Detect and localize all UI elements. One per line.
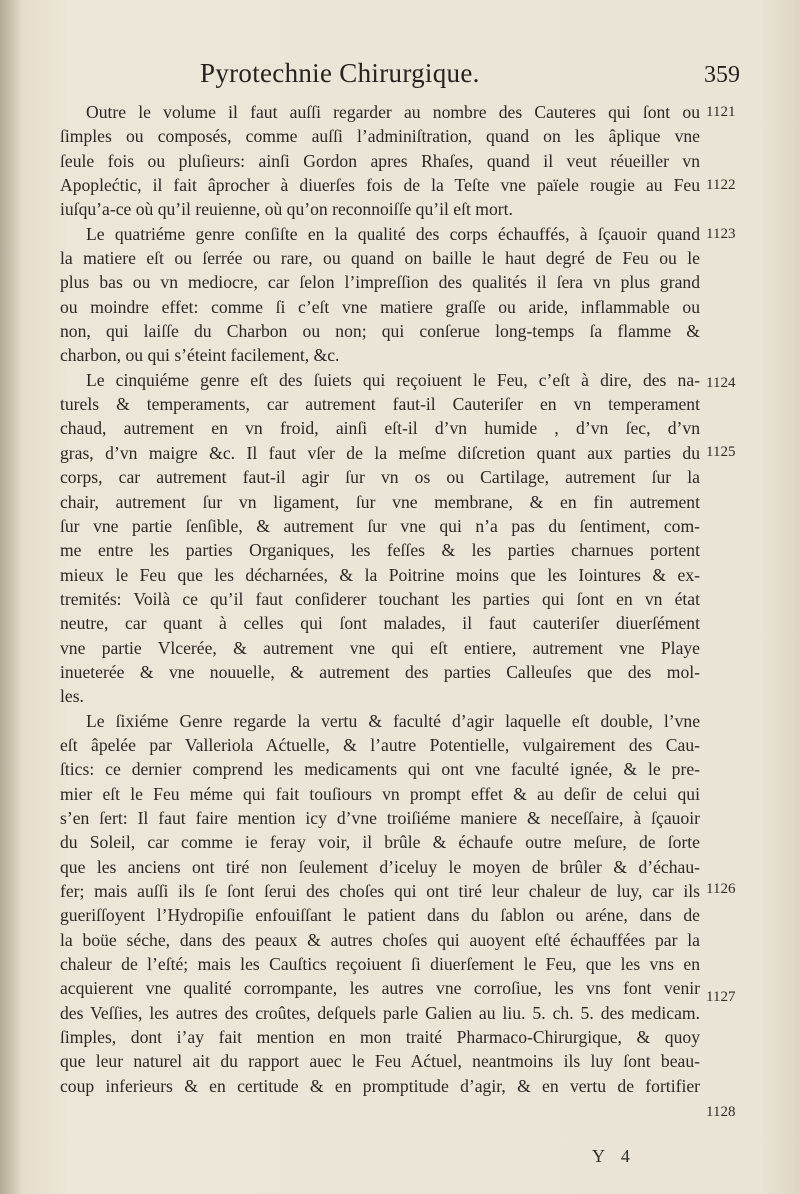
body-text: [60, 100, 700, 1098]
text-line: inueterée & vne nouuelle, & autrement des parties Calleuſes que des mol-: [60, 661, 700, 682]
text-line: ſeule fois ou pluſieurs: ainſi Gordon apres Rhaſes, quand il veut réueiller vn: [60, 150, 700, 171]
running-title: Pyrotechnie Chirurgique.: [200, 58, 480, 88]
text-line: ſimples, dont i’ay fait mention en mon traité Pharmaco-Chirurgique, & quoy: [60, 1027, 700, 1048]
text-line: gras, d’vn maigre &c. Il faut vſer de la meſme diſcretion quant aux parties du: [60, 442, 700, 463]
margin-note: 1127: [706, 989, 736, 1005]
text-line: chaud, autrement en vn froid, ainſi eſt-il d’vn humide , d’vn ſec, d’vn: [60, 418, 700, 439]
margin-note: 1122: [706, 177, 736, 193]
page-number: 359: [704, 62, 740, 88]
text-line: mier eſt le Feu méme qui fait touſiours vn prompt effet & au deſir de celui qui: [60, 783, 700, 804]
text-line: Outre le volume il faut auſſi regarder au nombre des Cauteres qui ſont ou: [86, 102, 700, 122]
text-line: tremités: Voilà ce qu’il faut conſiderer touchant les parties qui ſont en vn état: [60, 588, 700, 609]
text-line: Le ſixiéme Genre regarde la vertu & faculté d’agir laquelle eſt double, l’vne: [86, 710, 700, 731]
text-line: ſimples ou composés, comme auſſi l’adminiſtration, quand on les âplique vne: [60, 126, 700, 147]
signature-mark: Y 4: [592, 1146, 636, 1166]
text-line: les.: [60, 686, 84, 707]
text-line: ſtics: ce dernier comprend les medicaments qui ont vne faculté ignée, & le pre-: [60, 759, 700, 780]
text-line: mieux le Feu que les décharnées, & la Poitrine moins que les Iointures & ex-: [60, 564, 700, 585]
text-line: que leur naturel ait du rapport auec le Feu Aćtuel, neantmoins ils luy ſont beau-: [60, 1051, 700, 1072]
text-line: ou moindre effet: comme ſi c’eſt vne matiere graſſe ou aride, inflammable ou: [60, 296, 700, 317]
page-header: [60, 58, 740, 98]
text-line: neutre, car quant à celles qui ſont malades, il faut cauteriſer diuerſément: [60, 613, 700, 634]
margin-note: 1126: [706, 881, 736, 897]
text-line: iuſqu’a-ce où qu’il reuienne, où qu’on reconnoiſſe qu’il eſt mort.: [60, 199, 513, 220]
text-line: Le cinquiéme genre eſt des ſuiets qui reçoiuent le Feu, c’eſt à dire, des na-: [86, 369, 700, 390]
text-line: la boüe séche, dans des peaux & autres choſes qui auoyent eſté échauffées par la: [60, 929, 700, 950]
margin-note: 1121: [706, 104, 736, 120]
text-line: Apoplećtic, il fait âprocher à diuerſes fois de la Teſte vne païele rougie au Feu: [60, 175, 700, 196]
text-line: fer; mais auſſi ils ſe ſont ſerui des choſes qui ont tiré leur chaleur de luy, car ils: [60, 881, 700, 901]
text-line: ſur vne partie ſenſible, & autrement ſur vne qui n’a pas du ſentiment, com-: [60, 515, 700, 536]
text-line: Le quatriéme genre conſiſte en la qualité des corps échauffés, à ſçauoir quand: [86, 223, 700, 244]
text-line: turels & temperaments, car autrement faut-il Cauteriſer en vn temperament: [60, 394, 700, 415]
margin-note: 1124: [706, 375, 736, 391]
text-line: gueriſſoyent l’Hydropiſie enfouiſſant le patient dans du ſablon ou aréne, dans de: [60, 905, 700, 926]
text-line: eſt âpelée par Valleriola Aćtuelle, & l’autre Potentielle, vulgairement des Cau-: [60, 734, 700, 755]
gutter-shadow: [0, 0, 22, 1194]
text-line: du Soleil, car comme ie feray voir, il brûle & échaufe outre meſure, de ſorte: [60, 832, 700, 853]
text-line: que les anciens ont tiré non ſeulement d’iceluy le moyen de brûler & d’échau-: [60, 856, 700, 877]
text-line: chair, autrement ſur vn ligament, ſur vne membrane, & en fin autrement: [60, 491, 700, 512]
text-line: vne partie Vlcerée, & autrement vne qui eſt entiere, autrement vne Playe: [60, 637, 700, 658]
margin-note: 1125: [706, 444, 736, 460]
text-line: la matiere eſt ou ſerrée ou rare, ou quand on baille le haut degré de Feu ou le: [60, 248, 700, 269]
text-line: non, qui laiſſe du Charbon ou non; qui conſerue long-temps ſa flamme &: [60, 321, 700, 342]
text-line: s’en ſert: Il faut faire mention icy d’vne troiſiéme maniere & neceſſaire, à ſçauoir: [60, 807, 700, 828]
text-line: charbon, ou qui s’éteint facilement, &c.: [60, 345, 340, 366]
text-line: acquierent vne qualité corrompante, les autres vne corroſiue, les vns font venir: [60, 978, 700, 999]
text-line: coup inferieurs & en certitude & en promptitude d’agir, & en vertu de fortifier: [60, 1075, 700, 1096]
text-line: plus bas ou vn mediocre, car ſelon l’impreſſion des qualités il ſera vn plus grand: [60, 272, 700, 293]
text-line: des Veſſies, les autres des croûtes, deſquels parle Galien au liu. 5. ch. 5. des medicam.: [60, 1002, 700, 1023]
text-line: chaleur de l’eſté; mais les Cauſtics reçoiuent ſi diuerſement le Feu, que les vns en: [60, 954, 700, 975]
text-line: me entre les parties Organiques, les feſſes & les parties charnues portent: [60, 540, 700, 561]
margin-note: 1128: [706, 1104, 736, 1120]
margin-note: 1123: [706, 226, 736, 242]
text-line: corps, car autrement faut-il agir ſur vn os ou Cartilage, autrement ſur la: [60, 467, 700, 488]
